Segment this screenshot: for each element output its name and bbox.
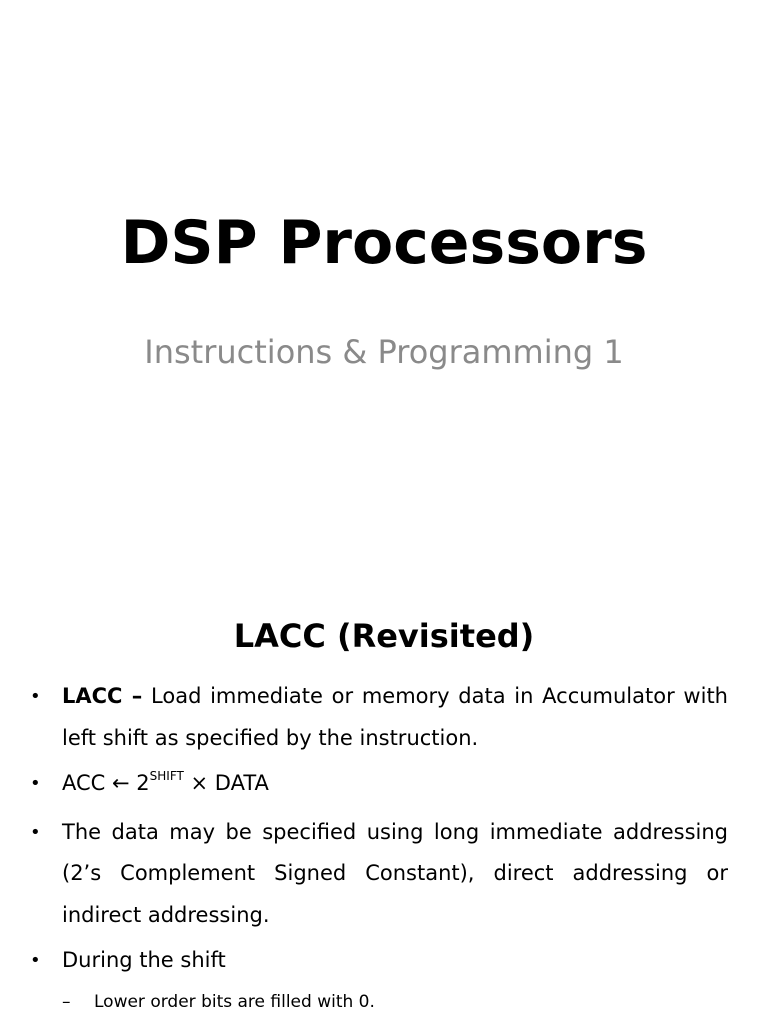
formula-suffix: × DATA (183, 771, 269, 795)
slide-heading: LACC (Revisited) (233, 617, 535, 655)
formula-superscript: SHIFT (149, 769, 184, 783)
bullet-text: Load immediate or memory data in Accumulator with left shift as specified by the instruction. (62, 684, 728, 750)
bullet-marker: • (30, 821, 41, 843)
bullet-item-addressing (30, 812, 728, 937)
bullet-list (30, 676, 728, 1018)
formula-prefix: ACC ← 2 (62, 771, 150, 795)
sub-bullet-marker: – (62, 991, 71, 1012)
bullet-item-formula (30, 763, 728, 808)
slide-title: DSP Processors (120, 208, 648, 278)
sub-bullet-item (30, 986, 728, 1018)
bullet-text: The data may be specified using long immediate addressing (2’s Complement Signed Constant), direct addressing or indirect addressing. (62, 819, 728, 927)
bullet-item-lacc (30, 676, 728, 759)
bullet-marker: • (30, 950, 41, 971)
bullet-term: LACC – (62, 684, 143, 708)
bullet-item-shift (30, 940, 728, 982)
content-slide (0, 576, 768, 1024)
bullet-marker: • (30, 773, 41, 794)
bullet-marker: • (30, 686, 41, 707)
bullet-text: During the shift (62, 948, 226, 972)
slide-subtitle: Instructions & Programming 1 (144, 333, 624, 371)
sub-bullet-text: Lower order bits are filled with 0. (94, 991, 375, 1012)
